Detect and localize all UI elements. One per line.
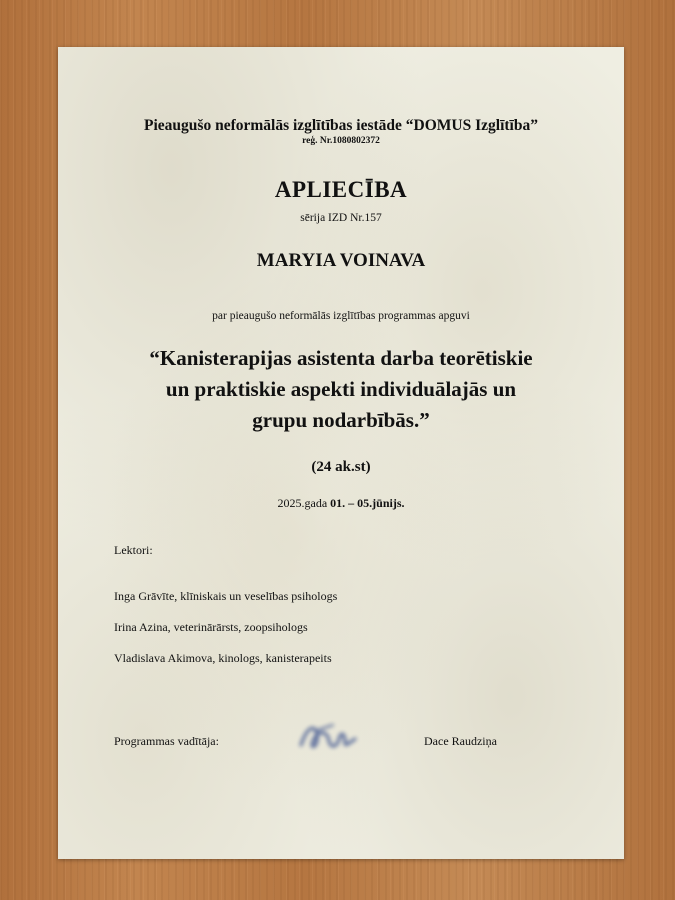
lector-item: Vladislava Akimova, kinologs, kanisterapeits	[114, 651, 332, 665]
certificate-paper	[58, 47, 624, 859]
date-range: 01. – 05.jūnijs.	[330, 496, 405, 510]
date-year: 2025.gada	[277, 496, 331, 510]
program-title-line: grupu nodarbībās.”	[252, 408, 430, 432]
series-number: sērija IZD Nr.157	[300, 212, 382, 224]
registration-number: reģ. Nr.1080802372	[302, 136, 380, 146]
institution-name: Pieaugušo neformālās izglītības iestāde “DOMUS Izglītība”	[144, 117, 538, 134]
program-title-line: “Kanisterapijas asistenta darba teorētiskie	[149, 346, 533, 370]
lector-item: Inga Grāvīte, klīniskais un veselības psihologs	[114, 589, 338, 603]
program-title-line: un praktiskie aspekti individuālajās un	[165, 377, 517, 401]
program-intro: par pieaugušo neformālās izglītības programmas apguvi	[212, 310, 470, 322]
signature-image	[293, 717, 363, 757]
lector-item: Irina Azina, veterinārārsts, zoopsihologs	[114, 620, 308, 634]
lectors-label: Lektori:	[114, 543, 153, 557]
course-date	[58, 496, 624, 511]
academic-hours: (24 ak.st)	[311, 459, 371, 475]
recipient-name: MARYIA VOINAVA	[256, 250, 426, 271]
program-title	[58, 343, 624, 436]
document-title: APLIECĪBA	[274, 177, 408, 202]
program-head-name: Dace Raudziņa	[424, 734, 497, 748]
program-head-label: Programmas vadītāja:	[114, 734, 219, 748]
